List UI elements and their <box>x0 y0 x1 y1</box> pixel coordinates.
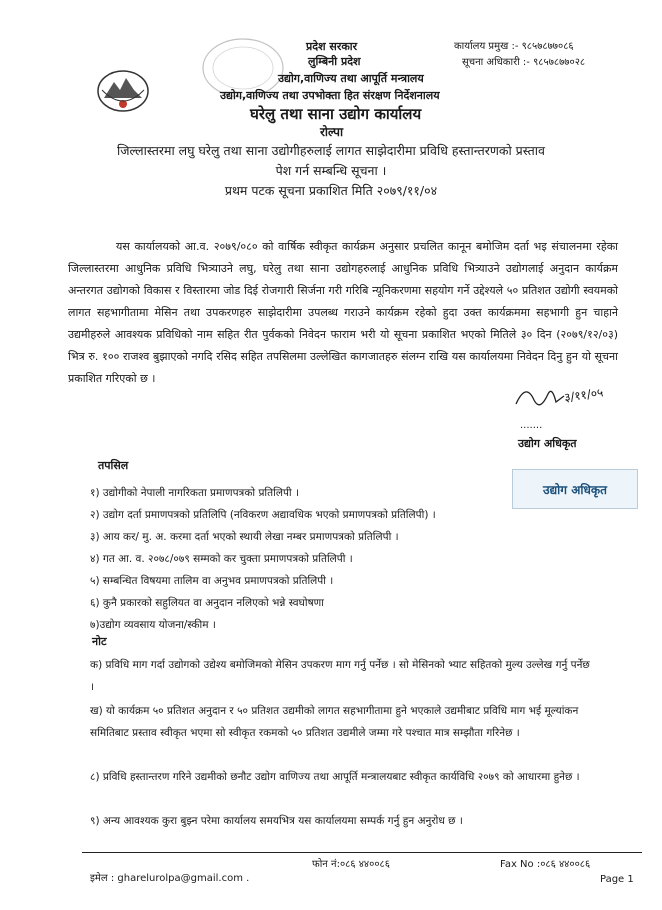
signature-dots: ....... <box>520 420 543 431</box>
note-item: क) प्रविधि माग गर्दा उद्योगको उद्येश्य बमोजिमको मेसिन उपकरण माग गर्नु पर्नेछ । सो मेसिनको भ्याट सहितको मुल्य उल्लेख गर्नु पर्नेछ । <box>90 659 590 693</box>
officer-stamp: उद्योग अधिकृत <box>512 469 638 509</box>
notes-heading: नोट <box>92 635 107 648</box>
published-date: प्रथम पटक सूचना प्रकाशित मिति २०७९/११/०४ <box>224 183 438 198</box>
nepal-emblem <box>96 68 150 114</box>
footer-fax: Fax No :०८६ ४४००८६ <box>500 859 591 870</box>
tapsil-item: २) उद्योग दर्ता प्रमाणपत्रको प्रतिलिपि (नविकरण अद्यावधिक भएको प्रमाणपत्रको प्रतिलिपी) । <box>90 509 436 521</box>
footer-phone: फोन नं:०८६ ४४००८६ <box>312 859 390 870</box>
info-officer-contact: सूचना अधिकारी :- ९८५७८७७०२८ <box>462 57 586 68</box>
tapsil-item: १) उद्योगीको नेपाली नागरिकता प्रमाणपत्रको प्रतिलिपी । <box>90 487 299 499</box>
signature <box>512 378 622 420</box>
ministry-name: उद्योग,वाणिज्य तथा आपूर्ति मन्त्रालय <box>278 72 424 85</box>
page-number: Page 1 <box>600 874 634 885</box>
gov-level: प्रदेश सरकार <box>306 40 358 53</box>
tapsil-item: ५) सम्बन्धित विषयमा तालिम वा अनुभव प्रमाणपत्रको प्रतिलिपी । <box>90 575 334 587</box>
district-name: रोल्पा <box>320 125 344 139</box>
tapsil-item: ३) आय कर/ मु. अ. करमा दर्ता भएको स्थायी लेखा नम्बर प्रमाणपत्रको प्रतिलिपी । <box>90 531 399 543</box>
signature-title: उद्योग अधिकृत <box>518 437 577 450</box>
note-item: ८) प्रविधि हस्तान्तरण गरिने उद्यमीको छनौट उद्योग वाणिज्य तथा आपूर्ति मन्त्रालयबाट स्वीकृत कार्यविधि २०७९ को आधारमा हुनेछ । <box>90 771 580 783</box>
note-item: ख) यो कार्यक्रम ५० प्रतिशत अनुदान र ५० प्रतिशत उद्यमीको लागत सहभागीतामा हुने भएकाले उद्यमीबाट प्रविधि माग भई मूल्यांकन समितिबाट प्रस्ताव स्वीकृत भएमा सो स्वीकृत रकमको ५० प्रतिशत उद्यमीले जम्मा गरे पश्चात मात्र सम्झौता गरिनेछ । <box>90 705 579 739</box>
directorate-name: उद्योग,वाणिज्य तथा उपभोक्ता हित संरक्षण निर्देशनालय <box>220 89 440 102</box>
notice-subject-line2: पेश गर्न सम्बन्धि सूचना । <box>275 163 387 178</box>
signature-date: ३/११/०५ <box>563 385 605 405</box>
province-name: लुम्बिनी प्रदेश <box>308 55 361 68</box>
notice-subject-line1: जिल्लास्तरमा लघु घरेलु तथा साना उद्योगीहरुलाई लागत साझेदारीमा प्रविधि हस्तान्तरणको प्रस्ताव <box>117 143 545 158</box>
tapsil-item: ७)उद्योग व्यवसाय योजना/स्कीम । <box>90 619 216 631</box>
tapsil-item: ४) गत आ. व. २०७८/०७९ सम्मको कर चुक्ता प्रमाणपत्रको प्रतिलिपी । <box>90 553 353 565</box>
office-chief-contact: कार्यालय प्रमुख :- ९८५७८७७०८६ <box>454 41 574 52</box>
tapsil-heading: तपसिल <box>98 459 129 472</box>
note-item: ९) अन्य आवश्यक कुरा बुझ्न परेमा कार्यालय समयभित्र यस कार्यालयमा सम्पर्क गर्नु हुन अनुरोध छ । <box>90 815 463 827</box>
footer-divider <box>82 852 642 853</box>
tapsil-item: ६) कुनै प्रकारको सहुलियत वा अनुदान नलिएको भन्ने स्वघोषणा <box>90 597 324 609</box>
office-name: घरेलु तथा साना उद्योग कार्यालय <box>250 105 422 123</box>
footer-email: इमेल : gharelurolpa@gmail.com . <box>90 873 250 884</box>
notice-body: यस कार्यालयको आ.व. २०७९/०८० को वार्षिक स्वीकृत कार्यक्रम अनुसार प्रचलित कानून बमोजिम दर्ता भइ संचालनमा रहेका जिल्लास्तरमा आधुनिक प्रविधि भित्र्याउने लघु, घरेलु तथा साना उद्योगहरुलाई आधुनिक प्रविधि भित्र्याउने उद्योगलाई अनुदान कार्यक्रम अन्तरगत उद्योगको विकास र विस्तारमा जोड दिई रोजगारी सिर्जना गरी गरिबि न्यूनिकरणमा सहयोग गर्ने उद्देश्यले ५० प्रतिशत उद्योगी स्वयमको लागत सहभागीतामा मेसिन तथा उपकरणहरु साझेदारीमा उपलब्ध गराउने कार्यक्रम रहेको हुदा उक्त कार्यक्रममा सहभागी हुन चाहाने उद्यमीहरुले आवश्यक प्रविधिको नाम सहित रीत पुर्वकको निवेदन फाराम भरी यो सूचना प्रकाशित भएको मितिले ३० दिन (२०७९/१२/०३) भित्र रु. १०० राजश्व बुझाएको नगदि रसिद सहित तपसिलमा उल्लेखित कागजातहरु संलग्न राखि यस कार्यालयमा निवेदन दिनु हुन यो सूचना प्रकाशित गरिएको छ । <box>68 240 618 385</box>
